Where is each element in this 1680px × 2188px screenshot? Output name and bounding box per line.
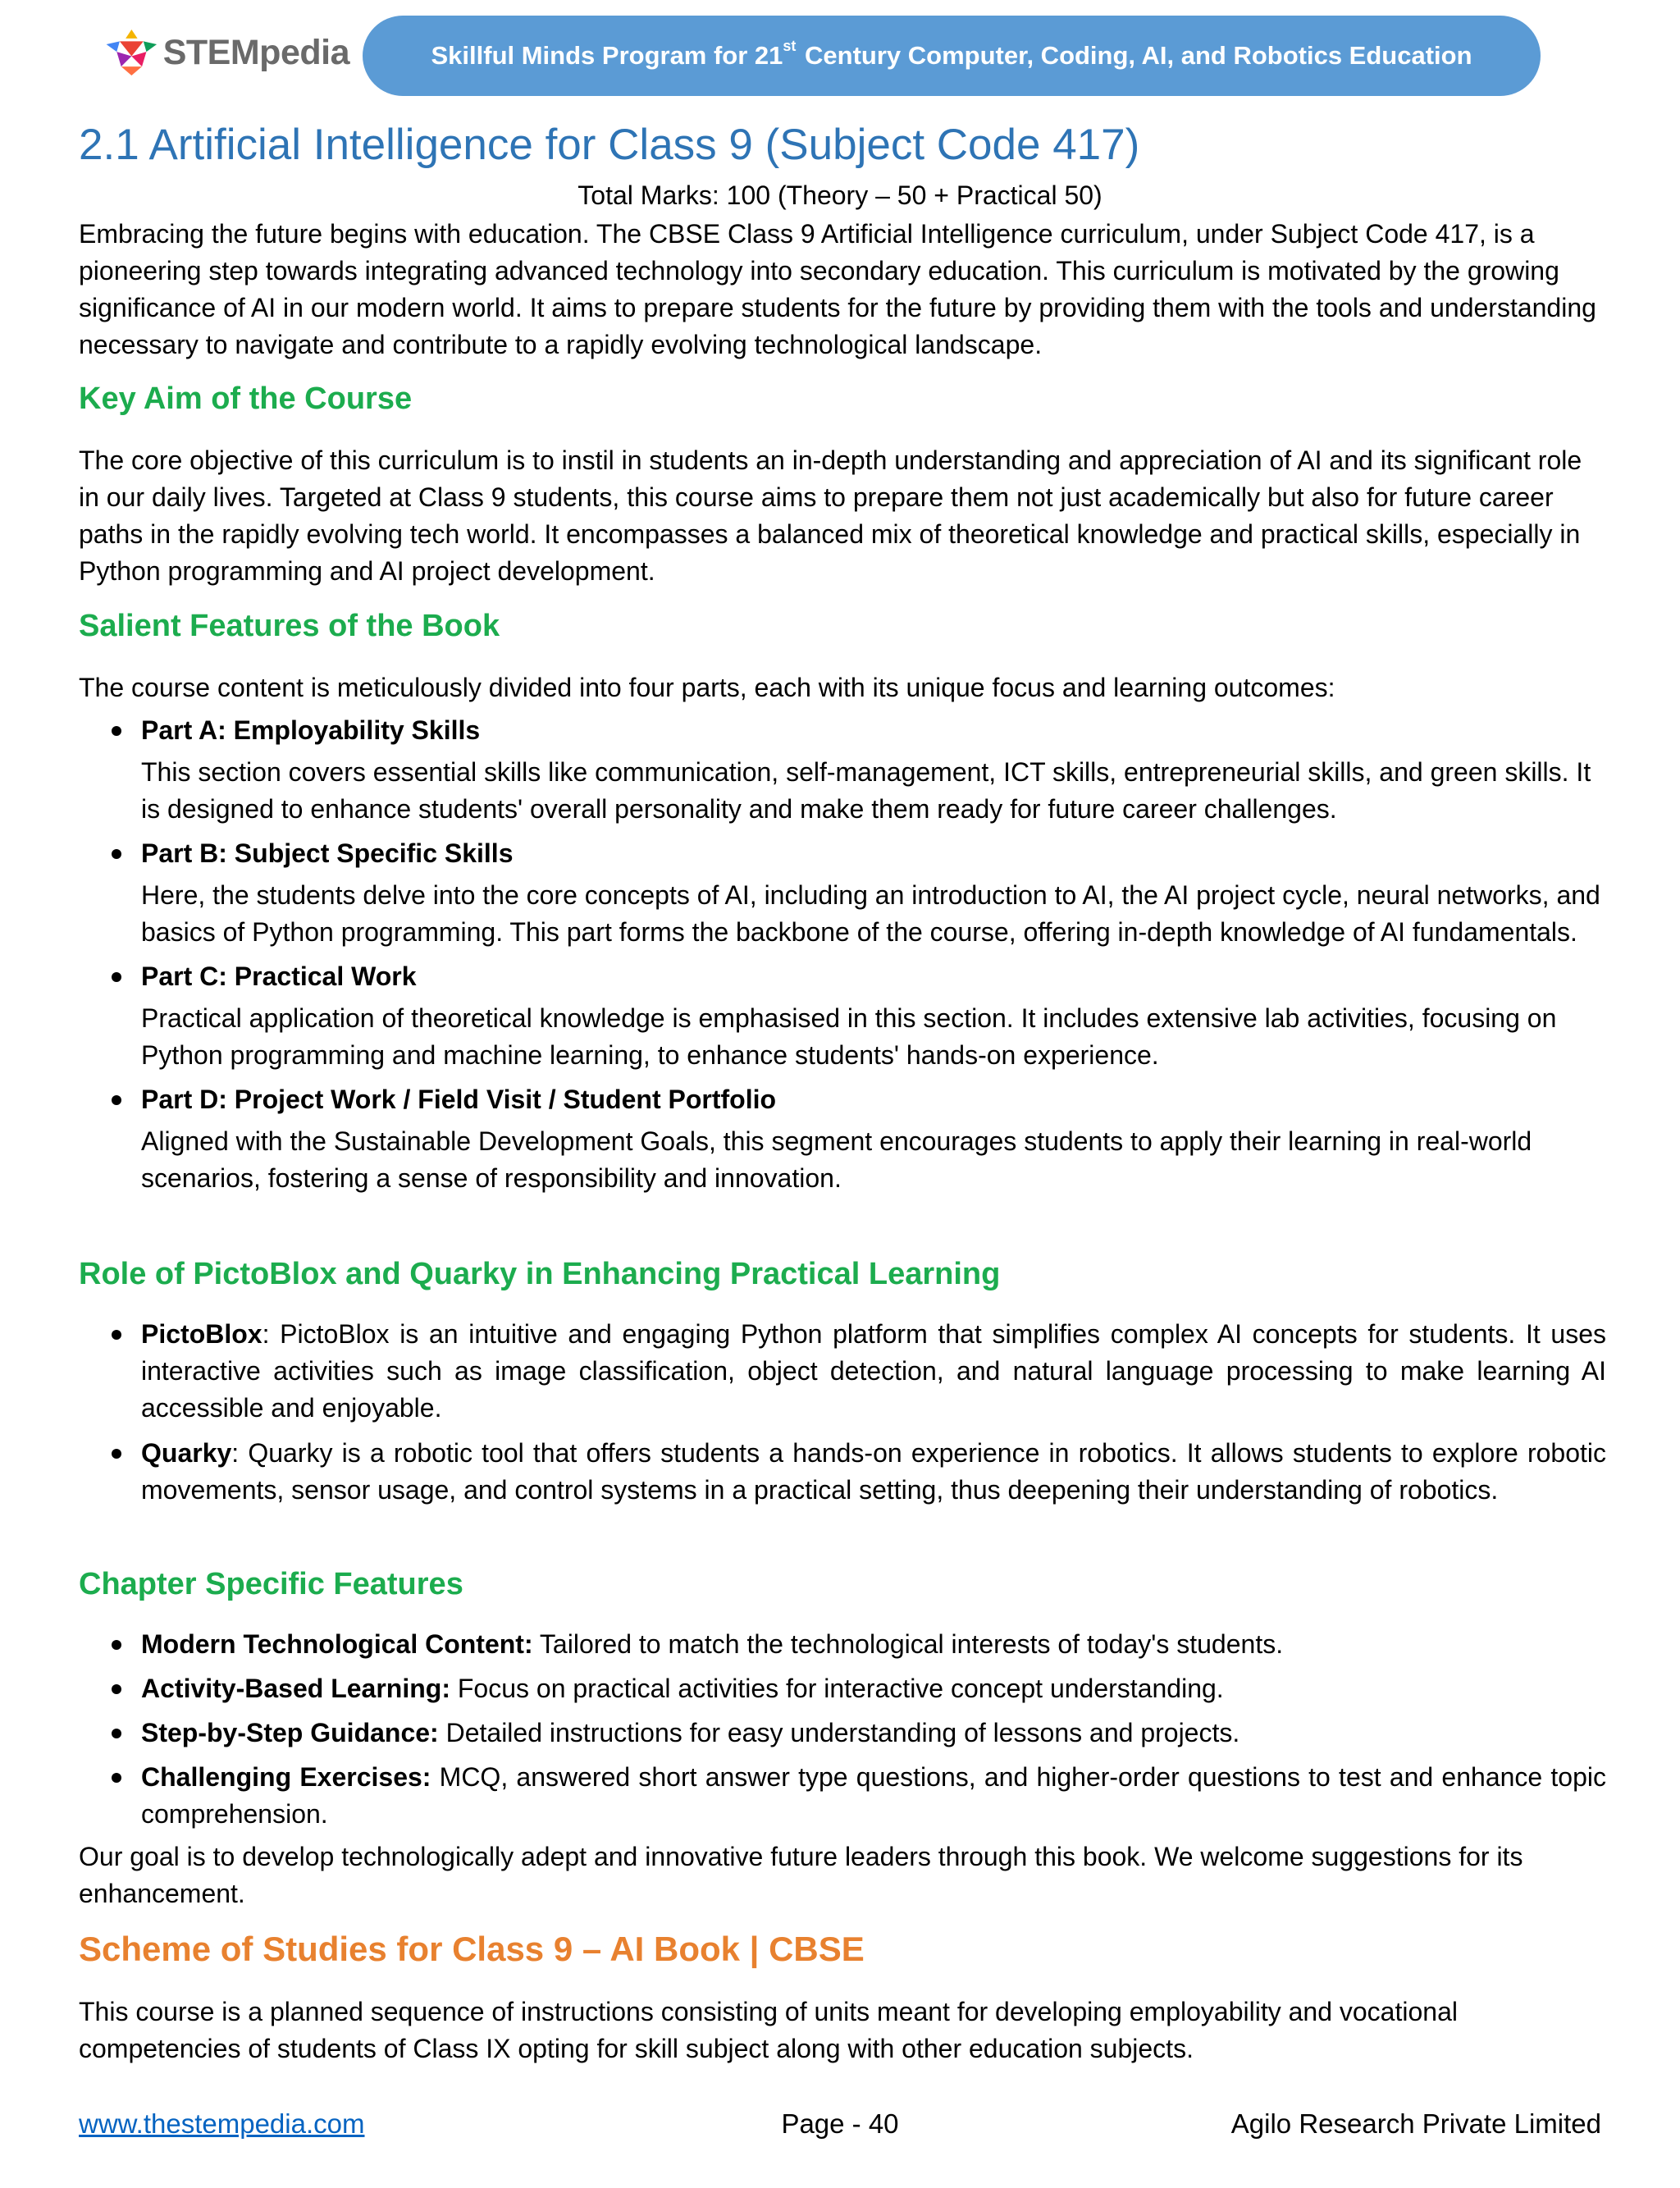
website-link[interactable]: www.thestempedia.com bbox=[79, 2108, 365, 2139]
banner-text-post: Century Computer, Coding, AI, and Robotics Education bbox=[797, 41, 1472, 70]
quarky-text: : Quarky is a robotic tool that offers students a hands-on experience in robotics. It allows students to explore robotic movements, sensor usage, and control systems in a practical setting, thus deepening their understanding of robotics. bbox=[141, 1438, 1606, 1505]
part-c-description: Practical application of theoretical knowledge is emphasised in this section. It includes extensive lab activities, focusing on Python programming and machine learning, to enhance students' hands-on experience. bbox=[141, 1003, 1557, 1070]
feature-guidance-text: Detailed instructions for easy understanding of lessons and projects. bbox=[438, 1718, 1240, 1747]
chapter-features-heading: Chapter Specific Features bbox=[79, 1567, 463, 1601]
list-item bbox=[79, 1670, 1606, 1707]
scheme-heading: Scheme of Studies for Class 9 – AI Book | CBSE bbox=[79, 1930, 865, 1968]
program-banner bbox=[363, 16, 1541, 96]
closing-paragraph: Our goal is to develop technologically adept and innovative future leaders through this book. We welcome suggestions for its enhancement. bbox=[79, 1842, 1523, 1908]
salient-features-intro: The course content is meticulously divided into four parts, each with its unique focus and learning outcomes: bbox=[79, 673, 1335, 702]
part-a-description: This section covers essential skills like communication, self-management, ICT skills, entrepreneurial skills, and green skills. It is designed to enhance students' overall personality and make them ready for future career challenges. bbox=[141, 757, 1591, 824]
page-number: Page - 40 bbox=[781, 2108, 899, 2139]
part-b-description: Here, the students delve into the core concepts of AI, including an introduction to AI, the AI project cycle, neural networks, and basics of Python programming. This part forms the backbone of the course, offering in-depth knowledge of AI fundamentals. bbox=[141, 880, 1600, 947]
stempedia-logo bbox=[103, 21, 349, 84]
feature-activity-text: Focus on practical activities for interactive concept understanding. bbox=[450, 1674, 1224, 1703]
list-item bbox=[79, 712, 1606, 828]
feature-modern-label: Modern Technological Content: bbox=[141, 1629, 533, 1659]
feature-activity-label: Activity-Based Learning: bbox=[141, 1674, 450, 1703]
banner-text-pre: Skillful Minds Program for 21 bbox=[431, 41, 783, 70]
intro-paragraph: Embracing the future begins with education. The CBSE Class 9 Artificial Intelligence curriculum, under Subject Code 417, is a pioneering step towards integrating advanced technology into secondary education. This curriculum is motivated by the growing significance of AI in our modern world. It aims to prepare students for the future by providing them with the tools and understanding necessary to navigate and contribute to a rapidly evolving technological landscape. bbox=[79, 219, 1596, 359]
feature-exercises-text: MCQ, answered short answer type questions, and higher-order questions to test and enhance topic comprehension. bbox=[141, 1762, 1607, 1829]
company-name: Agilo Research Private Limited bbox=[1230, 2108, 1601, 2139]
pictoblox-text: : PictoBlox is an intuitive and engaging Python platform that simplifies complex AI concepts for students. It uses interactive activities such as image classification, object detection, and natural language processing to make learning AI accessible and enjoyable. bbox=[141, 1319, 1606, 1423]
part-c-title: Part C: Practical Work bbox=[141, 962, 417, 991]
list-item bbox=[79, 1081, 1606, 1197]
list-item bbox=[79, 1316, 1606, 1427]
pictoblox-label: PictoBlox bbox=[141, 1319, 262, 1349]
part-a-title: Part A: Employability Skills bbox=[141, 715, 481, 745]
list-item bbox=[79, 1715, 1606, 1752]
page-title: 2.1 Artificial Intelligence for Class 9 (Subject Code 417) bbox=[79, 121, 1140, 169]
stempedia-logo-icon bbox=[103, 24, 160, 81]
feature-modern-text: Tailored to match the technological interests of today's students. bbox=[532, 1629, 1284, 1659]
part-d-title: Part D: Project Work / Field Visit / Student Portfolio bbox=[141, 1085, 777, 1114]
list-item bbox=[79, 958, 1606, 1074]
list-item bbox=[79, 1626, 1606, 1663]
list-item bbox=[79, 835, 1606, 951]
logo-text: STEMpedia bbox=[162, 32, 349, 72]
key-aim-heading: Key Aim of the Course bbox=[79, 381, 413, 416]
chapter-features-list bbox=[79, 1626, 1606, 1833]
role-list bbox=[79, 1316, 1606, 1509]
role-heading: Role of PictoBlox and Quarky in Enhancing Practical Learning bbox=[79, 1257, 1001, 1291]
salient-features-heading: Salient Features of the Book bbox=[79, 609, 500, 643]
quarky-label: Quarky bbox=[141, 1438, 232, 1468]
banner-superscript: st bbox=[783, 37, 797, 54]
part-d-description: Aligned with the Sustainable Development Goals, this segment encourages students to apply their learning in real-world scenarios, fostering a sense of responsibility and innovation. bbox=[141, 1126, 1532, 1193]
list-item bbox=[79, 1435, 1606, 1509]
feature-guidance-label: Step-by-Step Guidance: bbox=[141, 1718, 439, 1747]
scheme-paragraph: This course is a planned sequence of instructions consisting of units meant for developing employability and vocational competencies of students of Class IX opting for skill subject along with other education subjects. bbox=[79, 1997, 1458, 2063]
list-item bbox=[79, 1759, 1606, 1833]
parts-list bbox=[79, 712, 1606, 1197]
part-b-title: Part B: Subject Specific Skills bbox=[141, 838, 514, 868]
total-marks: Total Marks: 100 (Theory – 50 + Practical 50) bbox=[578, 180, 1102, 210]
key-aim-paragraph: The core objective of this curriculum is to instil in students an in-depth understanding and appreciation of AI and its significant role in our daily lives. Targeted at Class 9 students, this course aims to prepare them not just academically but also for future career paths in the rapidly evolving tech world. It encompasses a balanced mix of theoretical knowledge and practical skills, especially in Python programming and AI project development. bbox=[79, 445, 1582, 586]
feature-exercises-label: Challenging Exercises: bbox=[141, 1762, 431, 1792]
